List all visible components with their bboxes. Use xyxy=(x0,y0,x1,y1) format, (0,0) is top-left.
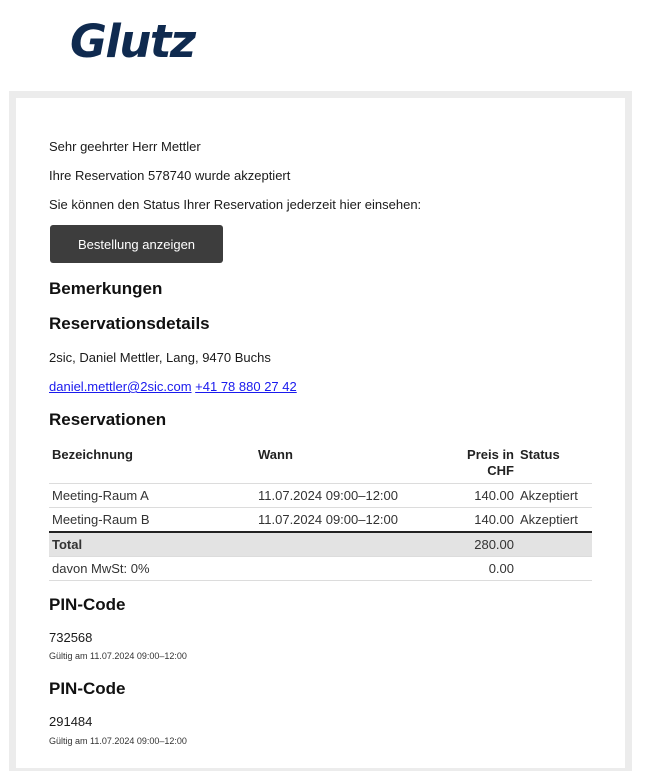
cell-price: 140.00 xyxy=(411,508,517,533)
contact-line xyxy=(49,379,297,394)
total-empty-when xyxy=(255,532,411,557)
cell-name: Meeting-Raum B xyxy=(49,508,255,533)
reservations-heading: Reservationen xyxy=(49,410,167,429)
table-row xyxy=(49,484,592,508)
vat-empty-status xyxy=(517,557,592,581)
greeting-text: Sehr geehrter Herr Mettler xyxy=(49,139,201,154)
pin-validity-1: Gültig am 11.07.2024 09:00–12:00 xyxy=(49,651,187,661)
col-header-price xyxy=(411,444,517,484)
cell-when: 11.07.2024 09:00–12:00 xyxy=(255,484,411,508)
show-order-button[interactable]: Bestellung anzeigen xyxy=(50,225,223,263)
reservations-table xyxy=(49,444,592,581)
col-header-name: Bezeichnung xyxy=(52,447,133,462)
col-header-price-line1: Preis in xyxy=(467,447,514,462)
cell-name: Meeting-Raum A xyxy=(49,484,255,508)
glutz-logo: Glutz xyxy=(70,15,195,68)
vat-label: davon MwSt: 0% xyxy=(49,557,255,581)
cell-when: 11.07.2024 09:00–12:00 xyxy=(255,508,411,533)
total-value: 280.00 xyxy=(411,532,517,557)
phone-link[interactable]: +41 78 880 27 42 xyxy=(195,379,297,394)
pin-heading-1: PIN-Code xyxy=(49,595,126,614)
table-header-row xyxy=(49,444,592,484)
email-header xyxy=(0,0,646,92)
customer-address: 2sic, Daniel Mettler, Lang, 9470 Buchs xyxy=(49,350,271,365)
pin-heading-2: PIN-Code xyxy=(49,679,126,698)
vat-empty-when xyxy=(255,557,411,581)
pin-validity-2: Gültig am 11.07.2024 09:00–12:00 xyxy=(49,736,187,746)
pin-code-2: 291484 xyxy=(49,714,93,729)
total-row xyxy=(49,532,592,557)
cell-status: Akzeptiert xyxy=(517,508,592,533)
remarks-heading: Bemerkungen xyxy=(49,279,163,298)
accepted-text: Ihre Reservation 578740 wurde akzeptiert xyxy=(49,168,291,183)
status-info-text: Sie können den Status Ihrer Reservation jederzeit hier einsehen: xyxy=(49,197,422,212)
col-header-status: Status xyxy=(520,447,560,462)
vat-row xyxy=(49,557,592,581)
col-header-when: Wann xyxy=(258,447,293,462)
total-empty-status xyxy=(517,532,592,557)
col-header-price-line2: CHF xyxy=(487,463,514,478)
pin-code-1: 732568 xyxy=(49,630,93,645)
table-row xyxy=(49,508,592,533)
details-heading: Reservationsdetails xyxy=(49,314,210,333)
email-link[interactable]: daniel.mettler@2sic.com xyxy=(49,379,192,394)
vat-value: 0.00 xyxy=(411,557,517,581)
total-label: Total xyxy=(49,532,255,557)
cell-status: Akzeptiert xyxy=(517,484,592,508)
cell-price: 140.00 xyxy=(411,484,517,508)
